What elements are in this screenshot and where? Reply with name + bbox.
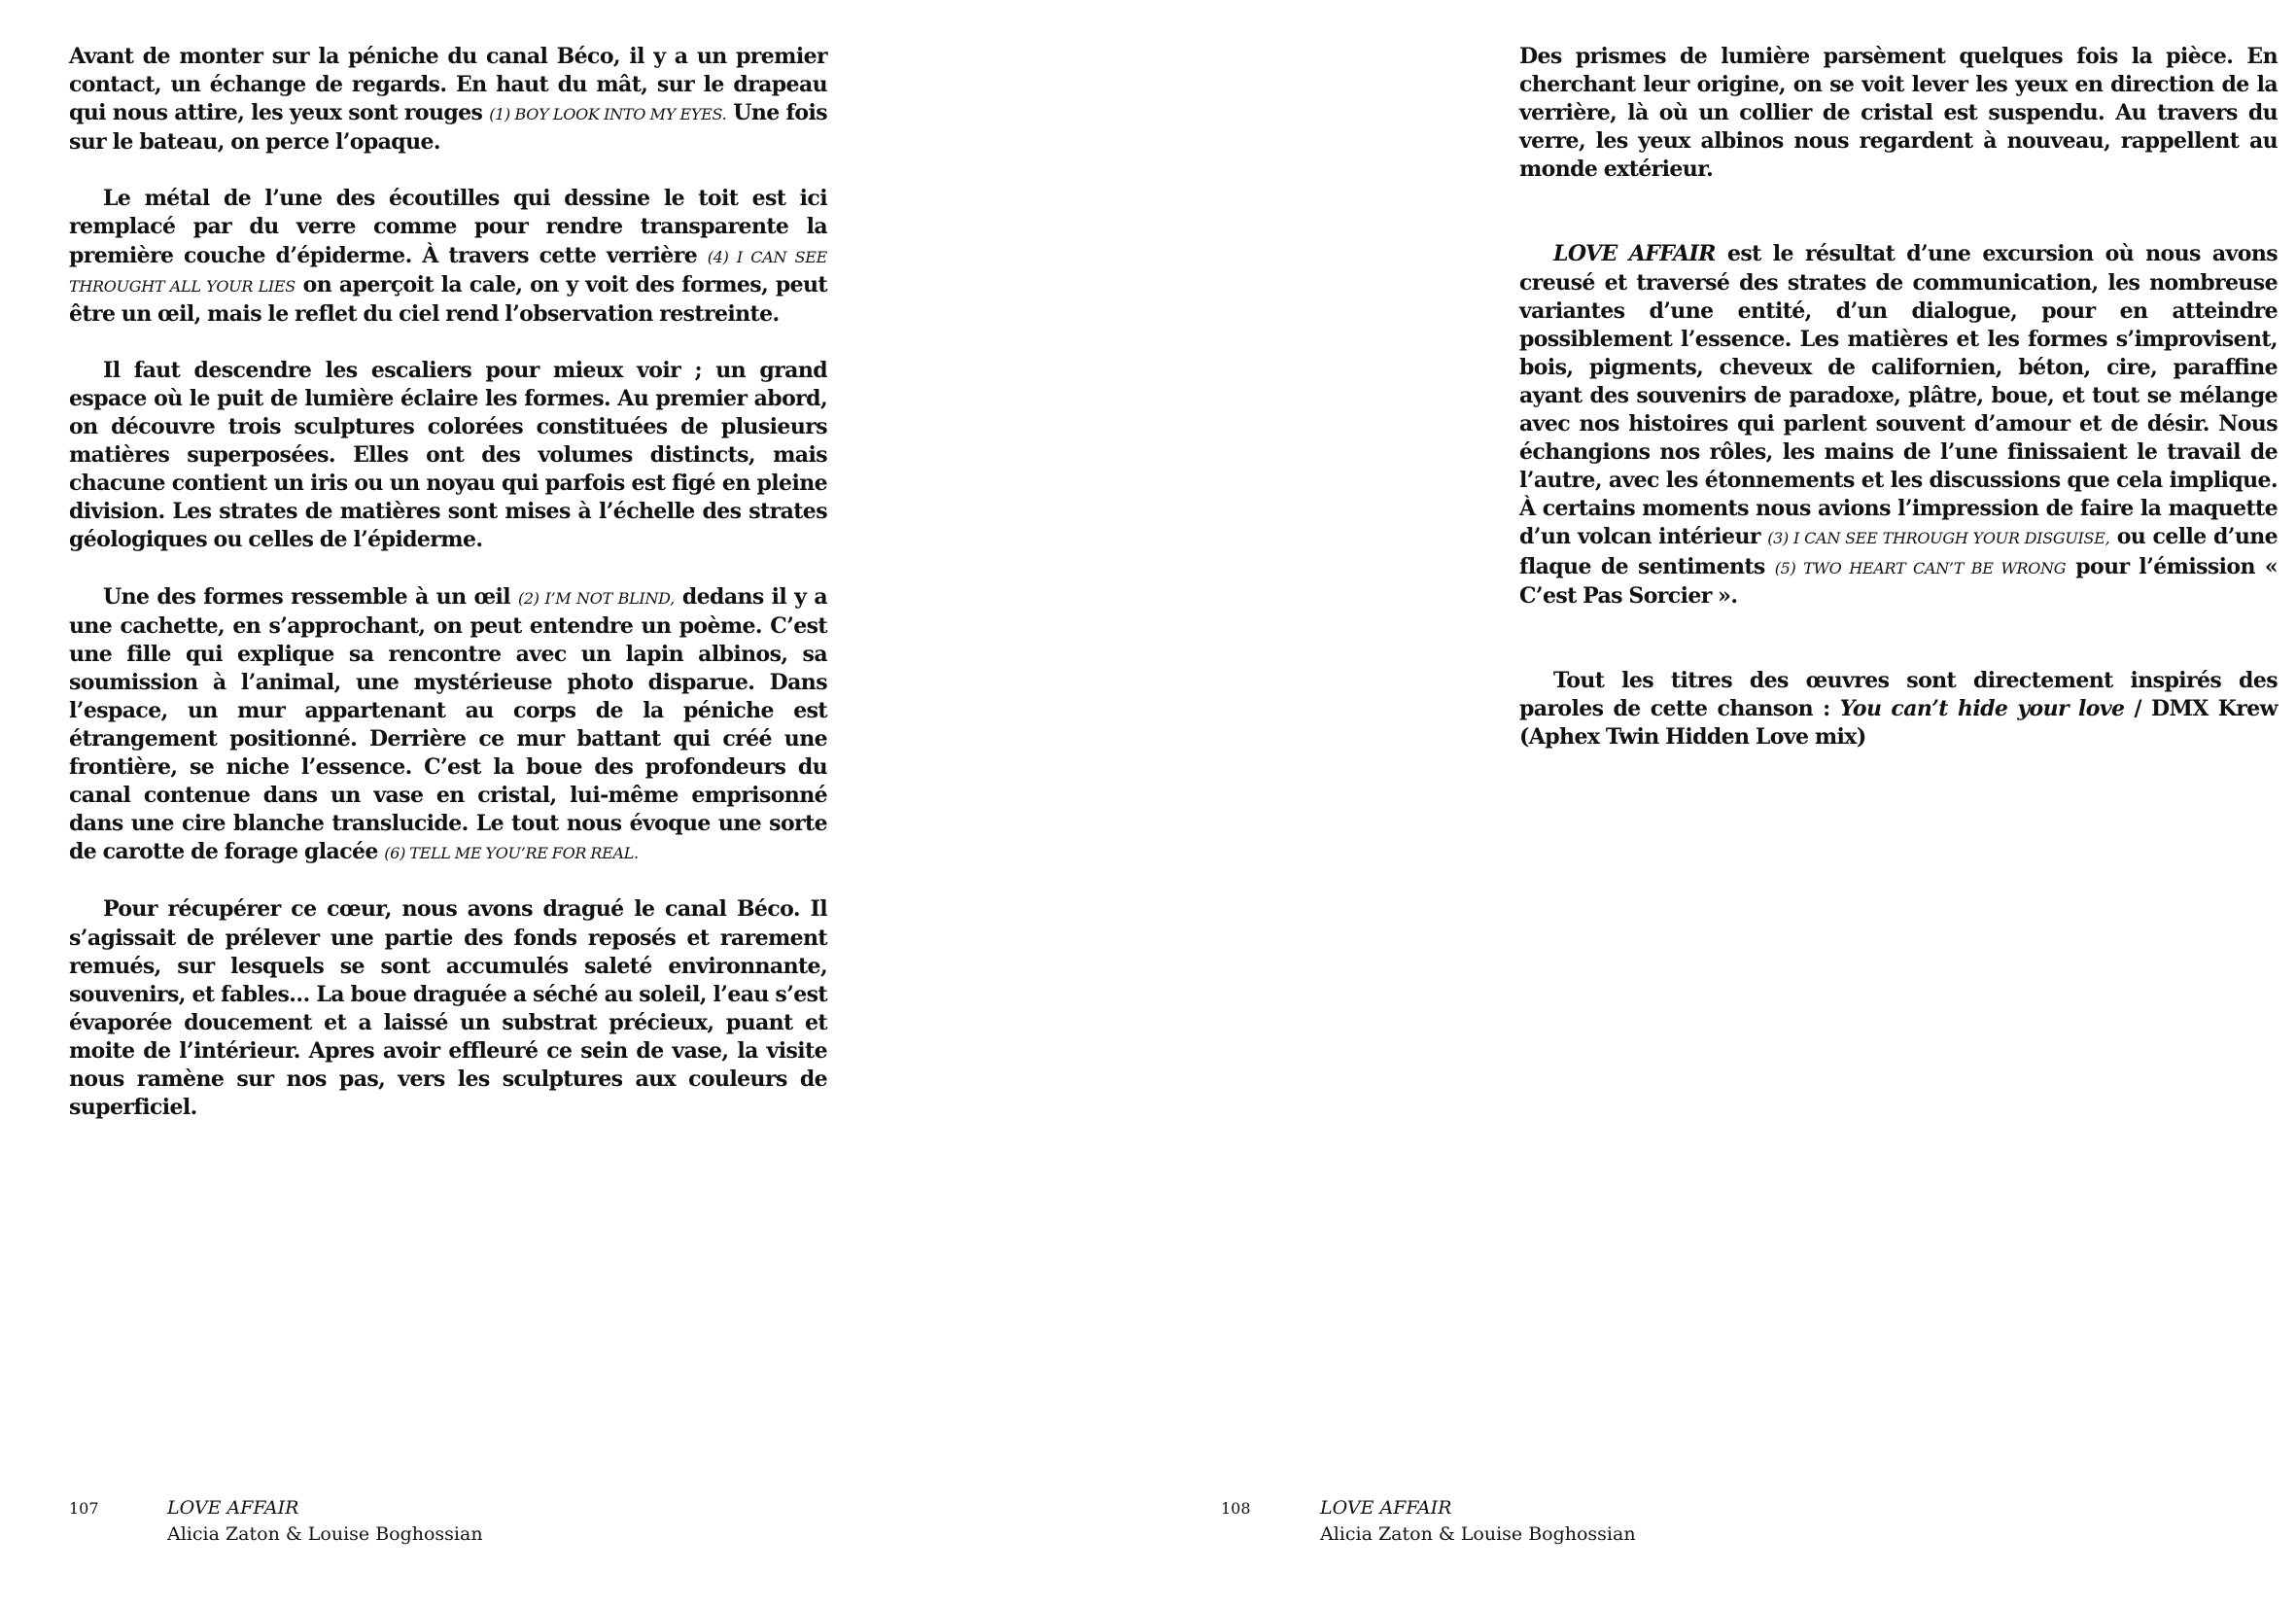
paragraph — [1519, 240, 2278, 610]
text-run: on aperçoit la cale, on y voit des formes, peut être un œil, mais le reflet du ciel rend l’observation restreinte. — [69, 271, 827, 327]
page-number: 108 — [1221, 1499, 1251, 1518]
page-number: 107 — [69, 1499, 99, 1518]
paragraph — [1519, 667, 2278, 752]
paragraph — [69, 583, 827, 868]
running-footer — [1320, 1495, 1636, 1548]
text-run: Des prismes de lumière parsèment quelques fois la pièce. En cherchant leur origine, on se voit lever les yeux en direction de la verrière, là où un collier de cristal est suspendu. Au travers du verre, les yeux albinos nous regardent à nouveau, rappellent au monde extérieur. — [1519, 44, 2278, 183]
text-run: Le métal de l’une des écoutilles qui dessine le toit est ici remplacé par du verre comme pour rendre transparente la première couche d’épiderme. À travers cette verrière — [69, 186, 827, 268]
right-page — [1148, 0, 2296, 1608]
text-run: est le résultat d’une excursion où nous avons creusé et traversé des strates de communication, les nombreuse variantes d’une entité, d’un dialogue, pour en atteindre possiblement l’essence. Les matières et les formes s’improvisent, bois, pigments, cheveux de californien, béton, cire, paraffine ayant des souvenirs de paradoxe, plâtre, boue, et tout se mélange avec nos histoires qui parlent souvent d’amour et de désir. Nous échangions nos rôles, les mains de l’une finissaient le travail de l’autre, avec les étonnements et les discussions que cela implique. À certains moments nous avions l’impression de faire la maquette d’un volcan intérieur — [1519, 241, 2278, 550]
text-run: Tout les titres des œuvres sont directement inspirés des paroles de cette chanson : — [1519, 667, 2278, 721]
footer-authors: Alicia Zaton & Louise Boghossian — [167, 1523, 483, 1545]
text-run: Avant de monter sur la péniche du canal Béco, il y a un premier contact, un échange de regards. En haut du mât, sur le drapeau qui nous attire, les yeux sont rouges — [69, 44, 827, 126]
footer-authors: Alicia Zaton & Louise Boghossian — [1320, 1523, 1636, 1545]
song-lyric-reference: (1) BOY LOOK INTO MY EYES. — [489, 105, 727, 124]
footer-title: LOVE AFFAIR — [1320, 1497, 1452, 1519]
song-lyric-reference: (5) TWO HEART CAN’T BE WRONG — [1774, 558, 2067, 577]
text-run: Pour récupérer ce cœur, nous avons dragué le canal Béco. Il s’agissait de prélever une partie des fonds reposés et rarement remués, sur lesquels se sont accumulés saleté environnante, souvenirs, et fables… La boue draguée a séché au soleil, l’eau s’est évaporée doucement et a laissé un substrat précieux, puant et moite de l’intérieur. Apres avoir effleuré ce sein de vase, la visite nous ramène sur nos pas, vers les sculptures aux couleurs de superficiel. — [69, 896, 827, 1121]
footer-title: LOVE AFFAIR — [167, 1497, 299, 1519]
text-run: pour l’émission « C’est Pas Sorcier ». — [1519, 553, 2279, 609]
text-run: Il faut descendre les escaliers pour mieux voir ; un grand espace où le puit de lumière éclaire les formes. Au premier abord, on découvre trois sculptures colorées constituées de plusieurs matières superposées. Elles ont des volumes distincts, mais chacune contient un iris ou un noyau qui parfois est figé en pleine division. Les strates de matières sont mises à l’échelle des strates géologiques ou celles de l’épiderme. — [69, 357, 827, 553]
paragraph — [69, 895, 827, 1122]
song-lyric-reference: (3) I CAN SEE THROUGH YOUR DISGUISE, — [1767, 529, 2110, 548]
paragraph — [69, 43, 827, 157]
work-title: LOVE AFFAIR — [1553, 241, 1716, 267]
text-run: / DMX Krew (Aphex Twin Hidden Love mix) — [1519, 695, 2279, 750]
work-title: You can’t hide your love — [1839, 695, 2125, 721]
song-lyric-reference: (6) TELL ME YOU’RE FOR REAL. — [384, 844, 639, 863]
song-lyric-reference: (4) I CAN SEE THROUGHT ALL YOUR LIES — [69, 247, 827, 296]
left-text-block — [69, 43, 827, 1122]
running-footer — [167, 1495, 483, 1548]
song-lyric-reference: (2) I’M NOT BLIND, — [517, 588, 675, 608]
paragraph — [69, 185, 827, 328]
text-run: dedans il y a une cachette, en s’approchant, on peut entendre un poème. C’est une fille qui explique sa rencontre avec un lapin albinos, sa soumission à l’animal, une mystérieuse photo disparue. Dans l’espace, un mur appartenant au corps de la péniche est étrangement positionné. Derrière ce mur battant qui créé une frontière, se niche l’essence. C’est la boue des profondeurs du canal contenue dans un vase en cristal, lui-même emprisonné dans une cire blanche translucide. Le tout nous évoque une sorte de carotte de forage glacée — [69, 583, 827, 865]
text-run: ou celle d’une flaque de sentiments — [1519, 524, 2279, 579]
paragraph — [69, 357, 827, 555]
right-text-block — [1519, 43, 2278, 752]
paragraph — [1519, 43, 2278, 184]
text-run: Une des formes ressemble à un œil — [103, 583, 518, 610]
text-run: Une fois sur le bateau, on perce l’opaque. — [69, 100, 827, 156]
